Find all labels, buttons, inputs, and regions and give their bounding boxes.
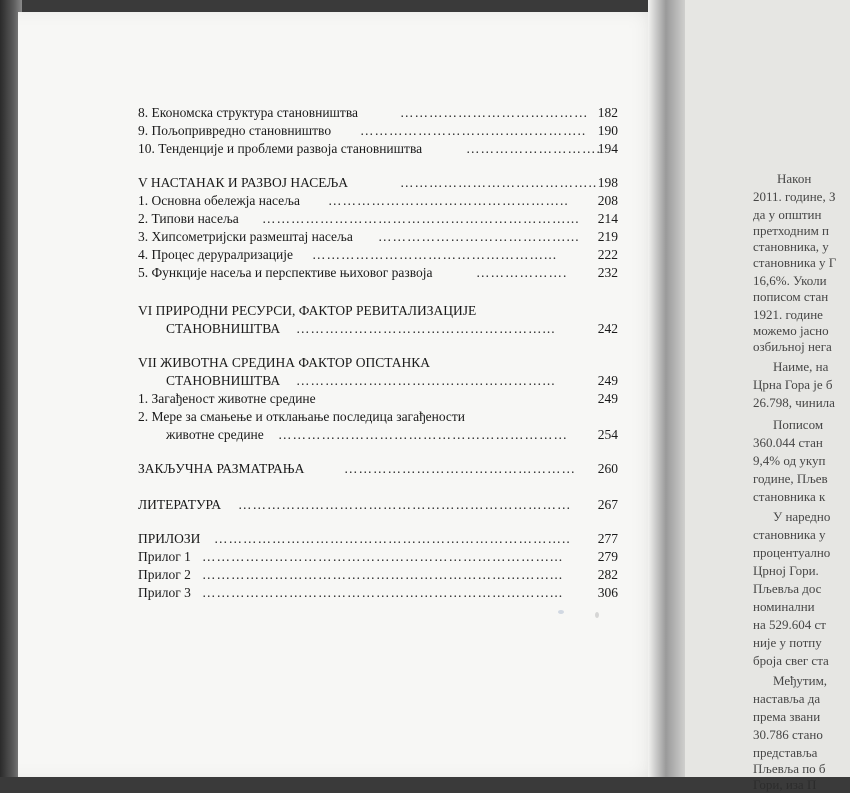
- dot-leader: ………………………………………………………………...: [202, 549, 564, 564]
- toc-label: 1. Основна обележја насеља: [138, 193, 300, 208]
- toc-page-number: 282: [597, 567, 618, 582]
- toc-label: Прилог 2: [138, 567, 191, 582]
- right-page-line: Црна Гора је б: [753, 377, 833, 392]
- dot-leader: ……………………….: [466, 141, 601, 156]
- toc-label: Прилог 3: [138, 585, 191, 600]
- toc-page-number: 190: [597, 123, 618, 138]
- right-page-line: 360.044 стан: [753, 435, 823, 450]
- toc-label: СТАНОВНИШТВА: [166, 373, 281, 388]
- toc-page-number: 222: [597, 247, 618, 262]
- right-page-line: Пљевља по б: [753, 761, 826, 776]
- toc-label: VII ЖИВОТНА СРЕДИНА ФАКТОР ОПСТАНКА: [138, 355, 431, 370]
- toc-label: 2. Мере за смањење и отклањање последица загађености: [138, 409, 466, 424]
- right-page-line: становника, у: [753, 239, 829, 254]
- right-page-line: озбиљној нега: [753, 339, 832, 354]
- toc-row: [138, 210, 618, 228]
- toc-label: VI ПРИРОДНИ РЕСУРСИ, ФАКТОР РЕВИТАЛИЗАЦИЈЕ: [138, 303, 477, 318]
- toc-row: [138, 122, 618, 140]
- toc-label: ЗАКЉУЧНА РАЗМАТРАЊА: [138, 461, 305, 476]
- dot-leader: ……………………………………………...: [296, 373, 556, 388]
- right-page-line: номинални: [753, 599, 815, 614]
- dot-leader: ………………………………………………………………..: [214, 531, 571, 546]
- toc-row: [138, 320, 618, 338]
- right-page-line: наставља да: [753, 691, 821, 706]
- toc-row: [138, 354, 618, 372]
- toc-page-number: 232: [597, 265, 618, 280]
- dot-leader: ……………………………………………………………: [238, 497, 572, 512]
- toc-row: [138, 584, 618, 602]
- toc-page-number: 249: [597, 373, 618, 388]
- right-page-line: Пљевља дос: [753, 581, 822, 596]
- dot-leader: ………………………………………………………...: [262, 211, 580, 226]
- toc-row: [138, 460, 618, 478]
- toc-page-number: 194: [597, 141, 618, 156]
- toc-row: [138, 426, 618, 444]
- right-page-line: Међутим,: [773, 673, 828, 688]
- toc-label: Прилог 1: [138, 549, 191, 564]
- toc-page-number: 219: [597, 229, 618, 244]
- dot-leader: ……………….: [476, 265, 568, 280]
- toc-page-number: 249: [597, 391, 618, 406]
- scan-smudge: [595, 612, 599, 618]
- dot-leader: …………………………………: [400, 105, 589, 120]
- toc-row: [138, 390, 618, 408]
- right-page-line: према звани: [753, 709, 821, 724]
- toc-page-number: 254: [597, 427, 618, 442]
- right-page-line: године, Пљев: [753, 471, 828, 486]
- dot-leader: ………………………………………………………………...: [202, 585, 564, 600]
- right-page-line: процентуално: [753, 545, 831, 560]
- toc-label: 8. Економска структура становништва: [138, 105, 359, 120]
- dot-leader: …………………………………………: [344, 461, 576, 476]
- toc-row: [138, 548, 618, 566]
- toc-label: ЛИТЕРАТУРА: [138, 497, 222, 512]
- toc-label: ПРИЛОЗИ: [138, 531, 201, 546]
- dot-leader: …………………………………………...: [312, 247, 558, 262]
- right-page-line: представља: [753, 745, 818, 760]
- dot-leader: …………………………………..: [400, 175, 598, 190]
- toc-page-number: 277: [597, 531, 618, 546]
- right-page-line: У наредно: [773, 509, 831, 524]
- right-page-line: да у општин: [753, 207, 822, 222]
- right-page-line: 1921. године: [753, 307, 823, 322]
- toc-row: [138, 104, 618, 122]
- right-page-line: становника у Г: [753, 255, 837, 270]
- toc-page-number: 267: [597, 497, 618, 512]
- right-page-line: није у потпу: [753, 635, 822, 650]
- toc-row: [138, 192, 618, 210]
- toc-row: [138, 566, 618, 584]
- toc-label: 5. Функције насеља и перспективе њиховог развоја: [138, 265, 433, 280]
- toc-row: [138, 408, 618, 426]
- right-page-line: 16,6%. Уколи: [753, 273, 827, 288]
- toc-label: животне средине: [166, 427, 264, 442]
- toc-row: [138, 174, 618, 192]
- toc-row: [138, 496, 618, 514]
- toc-label: 9. Пољопривредно становништво: [138, 123, 332, 138]
- toc-page-number: 198: [597, 175, 618, 190]
- right-page-line: можемо јасно: [753, 323, 829, 338]
- toc-page-number: 214: [597, 211, 618, 226]
- right-page-line: броја свег ста: [753, 653, 829, 668]
- toc-label: СТАНОВНИШТВА: [166, 321, 281, 336]
- toc-row: [138, 302, 618, 320]
- right-page-line: 2011. године, З: [753, 189, 836, 204]
- toc-page-number: 306: [597, 585, 618, 600]
- toc-label: 3. Хипсометријски размештај насеља: [138, 229, 353, 244]
- toc-page-number: 208: [597, 193, 618, 208]
- toc-row: [138, 530, 618, 548]
- right-page-line: 30.786 стано: [753, 727, 823, 742]
- right-page-partial: [685, 0, 850, 792]
- toc-label: 4. Процес деруралризације: [138, 247, 293, 262]
- toc-row: [138, 228, 618, 246]
- toc-row: [138, 246, 618, 264]
- dot-leader: ………………………………………………………………...: [202, 567, 564, 582]
- dot-leader: ………………………………………..: [360, 123, 587, 138]
- right-page-line: Црној Гори.: [753, 563, 819, 578]
- toc-page-number: 242: [597, 321, 618, 336]
- toc-page-number: 260: [597, 461, 618, 476]
- toc-label: 2. Типови насеља: [138, 211, 239, 226]
- scan-smudge: [558, 610, 564, 614]
- dot-leader: ……………………………………………...: [296, 321, 556, 336]
- toc-row: [138, 264, 618, 282]
- toc-page-number: 182: [597, 105, 618, 120]
- right-page-line: 26.798, чинила: [753, 395, 835, 410]
- right-page-line: Пописом: [773, 417, 824, 432]
- right-page-line: на 529.604 ст: [753, 617, 826, 632]
- right-page-line: становника у: [753, 527, 826, 542]
- dot-leader: …………………………………………..: [328, 193, 569, 208]
- right-page-line: Након: [777, 171, 812, 186]
- right-page-line: Гори, иза П: [753, 777, 817, 792]
- right-page-line: претходним п: [753, 223, 830, 238]
- book-gutter: [648, 0, 688, 777]
- right-page-line: становника к: [753, 489, 826, 504]
- toc-label: 10. Тенденције и проблеми развоја становништва: [138, 141, 423, 156]
- toc-row: [138, 372, 618, 390]
- right-page-line: 9,4% од укуп: [753, 453, 826, 468]
- dot-leader: ……………………………………………………: [278, 427, 568, 442]
- toc-page-number: 279: [597, 549, 618, 564]
- right-page-line: Наиме, на: [773, 359, 829, 374]
- dot-leader: …………………………………...: [378, 229, 580, 244]
- toc-label: V НАСТАНАК И РАЗВОЈ НАСЕЉА: [138, 175, 348, 190]
- left-page: [18, 12, 663, 777]
- toc-label: 1. Загађеност животне средине: [138, 391, 316, 406]
- toc-row: [138, 140, 618, 158]
- right-page-line: пописом стан: [753, 289, 829, 304]
